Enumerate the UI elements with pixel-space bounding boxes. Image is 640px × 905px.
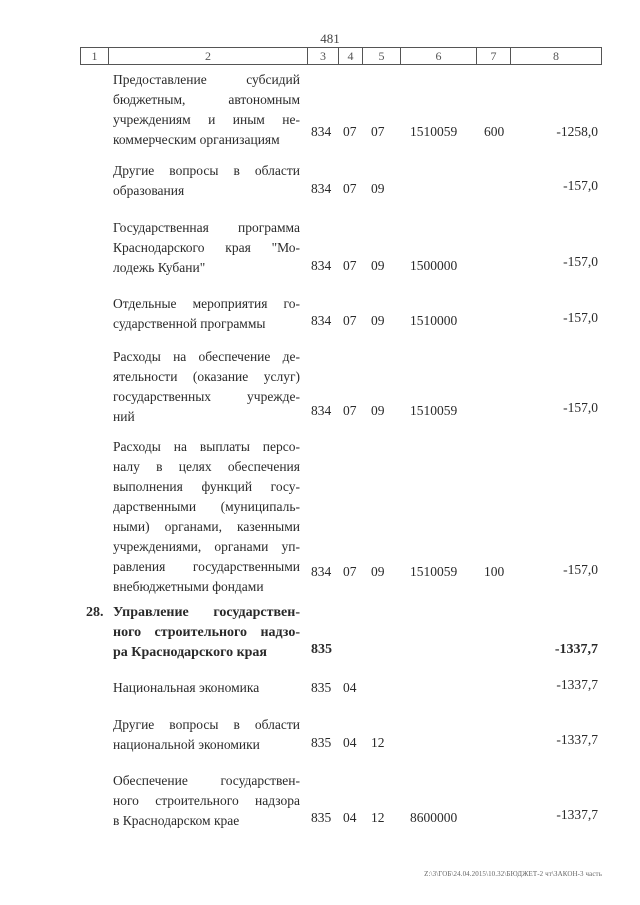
row-description (113, 771, 300, 831)
cell-target: 1500000 (410, 258, 458, 273)
description-line: бюджетным, автономным (113, 92, 300, 107)
header-col-6: 6 (400, 47, 477, 65)
cell-subsection: 09 (371, 181, 385, 196)
cell-target: 1510059 (410, 124, 458, 139)
cell-section: 07 (343, 124, 357, 139)
cell-ministry: 834 (311, 258, 332, 273)
cell-ministry: 835 (311, 735, 332, 750)
row-description (113, 347, 300, 427)
row-description (113, 715, 300, 755)
cell-subsection: 09 (371, 564, 385, 579)
description-line: ятельности (оказание услуг) (113, 369, 300, 384)
description-line: Государственная программа (113, 220, 300, 235)
cell-subsection: 09 (371, 403, 385, 418)
cell-ministry: 834 (311, 403, 332, 418)
description-line: коммерческим организациям (113, 132, 280, 147)
description-line: учреждениям и иным не- (113, 112, 300, 127)
cell-amount: -1258,0 (556, 124, 598, 139)
cell-ministry: 834 (311, 181, 332, 196)
description-line: Предоставление субсидий (113, 72, 300, 87)
row-description (113, 437, 300, 597)
description-line: Управление государствен- (113, 605, 300, 620)
cell-section: 07 (343, 258, 357, 273)
row-description (113, 218, 300, 278)
cell-target: 1510059 (410, 403, 458, 418)
row-description (113, 70, 300, 150)
description-line: государственных учрежде- (113, 389, 300, 404)
cell-expense-type: 600 (484, 124, 505, 139)
description-line: ного строительного надзо- (113, 625, 300, 640)
header-col-5: 5 (362, 47, 401, 65)
cell-target: 8600000 (410, 810, 458, 825)
description-line: Краснодарского края "Мо- (113, 240, 300, 255)
description-line: Расходы на выплаты персо- (113, 439, 300, 454)
cell-subsection: 12 (371, 735, 385, 750)
cell-subsection: 12 (371, 810, 385, 825)
header-col-3: 3 (307, 47, 339, 65)
cell-amount: -157,0 (563, 178, 598, 193)
description-line: ний (113, 409, 135, 424)
row-description (113, 678, 300, 698)
cell-ministry: 835 (311, 810, 332, 825)
cell-expense-type: 100 (484, 564, 505, 579)
description-line: ными) органами, казенными (113, 519, 300, 534)
cell-section: 04 (343, 735, 357, 750)
description-line: национальной экономики (113, 737, 260, 752)
cell-subsection: 09 (371, 258, 385, 273)
row-description (113, 294, 300, 334)
page-number: 481 (320, 31, 340, 46)
cell-ministry: 834 (311, 564, 332, 579)
header-col-4: 4 (338, 47, 363, 65)
row-description (113, 161, 300, 201)
description-line: Расходы на обеспечение де- (113, 349, 300, 364)
cell-section: 07 (343, 313, 357, 328)
header-col-1: 1 (80, 47, 109, 65)
cell-ministry: 834 (311, 124, 332, 139)
cell-section: 04 (343, 810, 357, 825)
header-col-8: 8 (510, 47, 602, 65)
description-line: в Краснодарском крае (113, 813, 240, 828)
cell-amount: -1337,7 (556, 677, 598, 692)
cell-target: 1510000 (410, 313, 458, 328)
description-line: равления государственными (113, 559, 300, 574)
description-line: лодежь Кубани" (113, 260, 206, 275)
cell-amount: -157,0 (563, 310, 598, 325)
section-number: 28. (86, 605, 104, 620)
cell-section: 07 (343, 403, 357, 418)
description-line: Отдельные мероприятия го- (113, 296, 300, 311)
description-line: Другие вопросы в области (113, 717, 300, 732)
cell-ministry: 835 (311, 642, 332, 657)
cell-section: 07 (343, 181, 357, 196)
cell-amount: -1337,7 (556, 732, 598, 747)
cell-ministry: 834 (311, 313, 332, 328)
description-line: образования (113, 183, 185, 198)
cell-amount: -157,0 (563, 254, 598, 269)
cell-amount: -1337,7 (554, 642, 598, 657)
description-line: учреждениями, органами уп- (113, 539, 300, 554)
header-col-2: 2 (108, 47, 308, 65)
cell-amount: -157,0 (563, 400, 598, 415)
description-line: дарственными (муниципаль- (113, 499, 300, 514)
description-line: ного строительного надзора (113, 793, 300, 808)
description-line: Другие вопросы в области (113, 163, 300, 178)
cell-amount: -1337,7 (556, 807, 598, 822)
cell-ministry: 835 (311, 680, 332, 695)
row-description (113, 603, 300, 663)
cell-subsection: 09 (371, 313, 385, 328)
header-col-7: 7 (476, 47, 511, 65)
description-line: Обеспечение государствен- (113, 773, 300, 788)
cell-amount: -157,0 (563, 562, 598, 577)
cell-subsection: 07 (371, 124, 385, 139)
cell-target: 1510059 (410, 564, 458, 579)
description-line: Национальная экономика (113, 680, 260, 695)
cell-section: 07 (343, 564, 357, 579)
description-line: налу в целях обеспечения (113, 459, 300, 474)
description-line: сударственной программы (113, 316, 266, 331)
file-path-footer: Z:\3\ГОБ\24.04.2015\10.32\БЮДЖЕТ-2 чт\ЗАКОН-3 часть (424, 870, 602, 878)
description-line: внебюджетными фондами (113, 579, 264, 594)
description-line: выполнения функций госу- (113, 479, 300, 494)
cell-section: 04 (343, 680, 357, 695)
description-line: ра Краснодарского края (113, 645, 267, 660)
